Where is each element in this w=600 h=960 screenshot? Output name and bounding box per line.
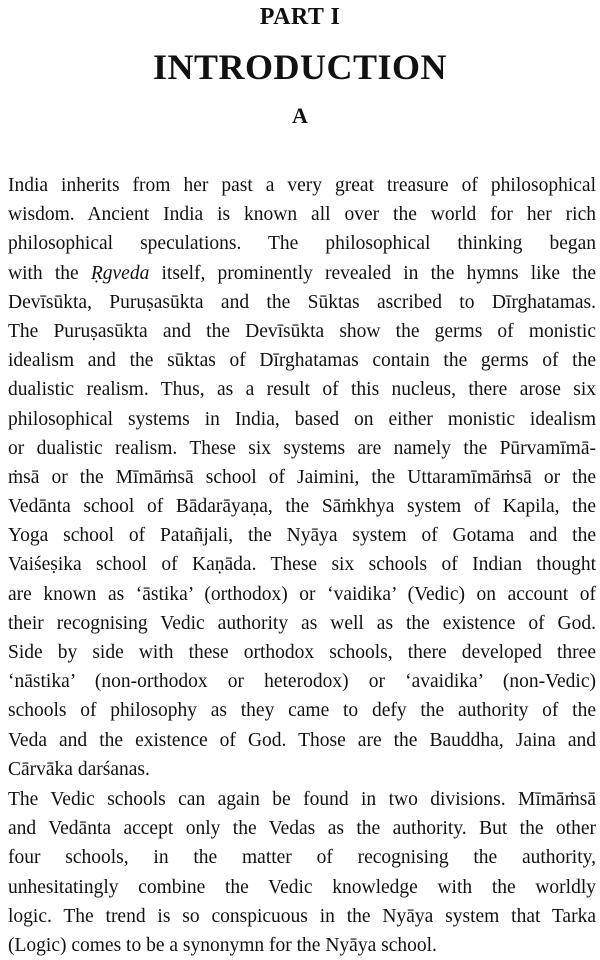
rgveda-italic: Ṛgveda (90, 262, 150, 284)
text-line: idealism and the sūktas of Dīrghatamas contain the germs of the (8, 350, 596, 372)
text-line: Veda and the existence of God. Those are the Bauddha, Jaina and (8, 729, 596, 751)
text-line: Vedānta school of Bādarāyaṇa, the Sāṁkhya system of Kapila, the (8, 496, 596, 518)
text-line: Yoga school of Patañjali, the Nyāya system of Gotama and the (8, 525, 596, 547)
text-line: ṁsā or the Mīmāṁsā school of Jaimini, the Uttaramīmāṁsā or the (8, 466, 596, 488)
text-line: Side by side with these orthodox schools, there developed three (8, 642, 596, 663)
text-line: (Logic) comes to be a synonymn for the Nyāya school. (8, 934, 437, 956)
text-line: Vaiśeṣika school of Kaṇāda. These six schools of Indian thought (8, 554, 596, 576)
text-line (8, 259, 596, 288)
paragraph-2 (8, 785, 596, 960)
text-line: philosophical systems in India, based on either monistic idealism (8, 408, 596, 430)
text-line: four schools, in the matter of recognising the authority, (8, 847, 596, 869)
text-line: and Vedānta accept only the Vedas as the authority. But the other (8, 818, 596, 840)
text-line: The Puruṣasūkta and the Devīsūkta show the germs of monistic (8, 320, 596, 342)
section-letter: A (292, 103, 308, 128)
part-label: PART I (259, 4, 341, 30)
text-line: schools of philosophy as they came to defy the authority of the (8, 700, 596, 722)
text-line: philosophical speculations. The philosophical thinking began (8, 233, 596, 255)
text-line: Cārvāka darśanas. (8, 758, 150, 780)
text-line: logic. The trend is so conspicuous in the Nyāya system that Tarka (8, 905, 596, 927)
paragraph-1 (8, 171, 596, 784)
text-line: their recognising Vedic authority as well as the existence of God. (8, 612, 596, 634)
text-line: unhesitatingly combine the Vedic knowledge with the worldly (8, 876, 596, 898)
text-line: dualistic realism. Thus, as a result of this nucleus, there arose six (8, 379, 596, 401)
text-line: or dualistic realism. These six systems are namely the Pūrvamīmā- (8, 437, 596, 459)
text-line: wisdom. Ancient India is known all over the world for her rich (8, 204, 596, 226)
text-line: The Vedic schools can again be found in two divisions. Mīmāṁsā (8, 789, 596, 810)
text-line: are known as ‘āstika’ (orthodox) or ‘vaidika’ (Vedic) on account of (8, 583, 596, 605)
text-line: ‘nāstika’ (non-orthodox or heterodox) or ‘avaidika’ (non-Vedic) (8, 671, 596, 693)
text-line: India inherits from her past a very great treasure of philosophical (8, 175, 596, 196)
text-fragment: itself, prominently revealed in the hymns like the (149, 262, 596, 284)
text-line: Devīsūkta, Puruṣasūkta and the Sūktas ascribed to Dīrghatamas. (8, 291, 596, 313)
text-fragment: with the (8, 262, 91, 284)
chapter-title: INTRODUCTION (152, 47, 448, 87)
